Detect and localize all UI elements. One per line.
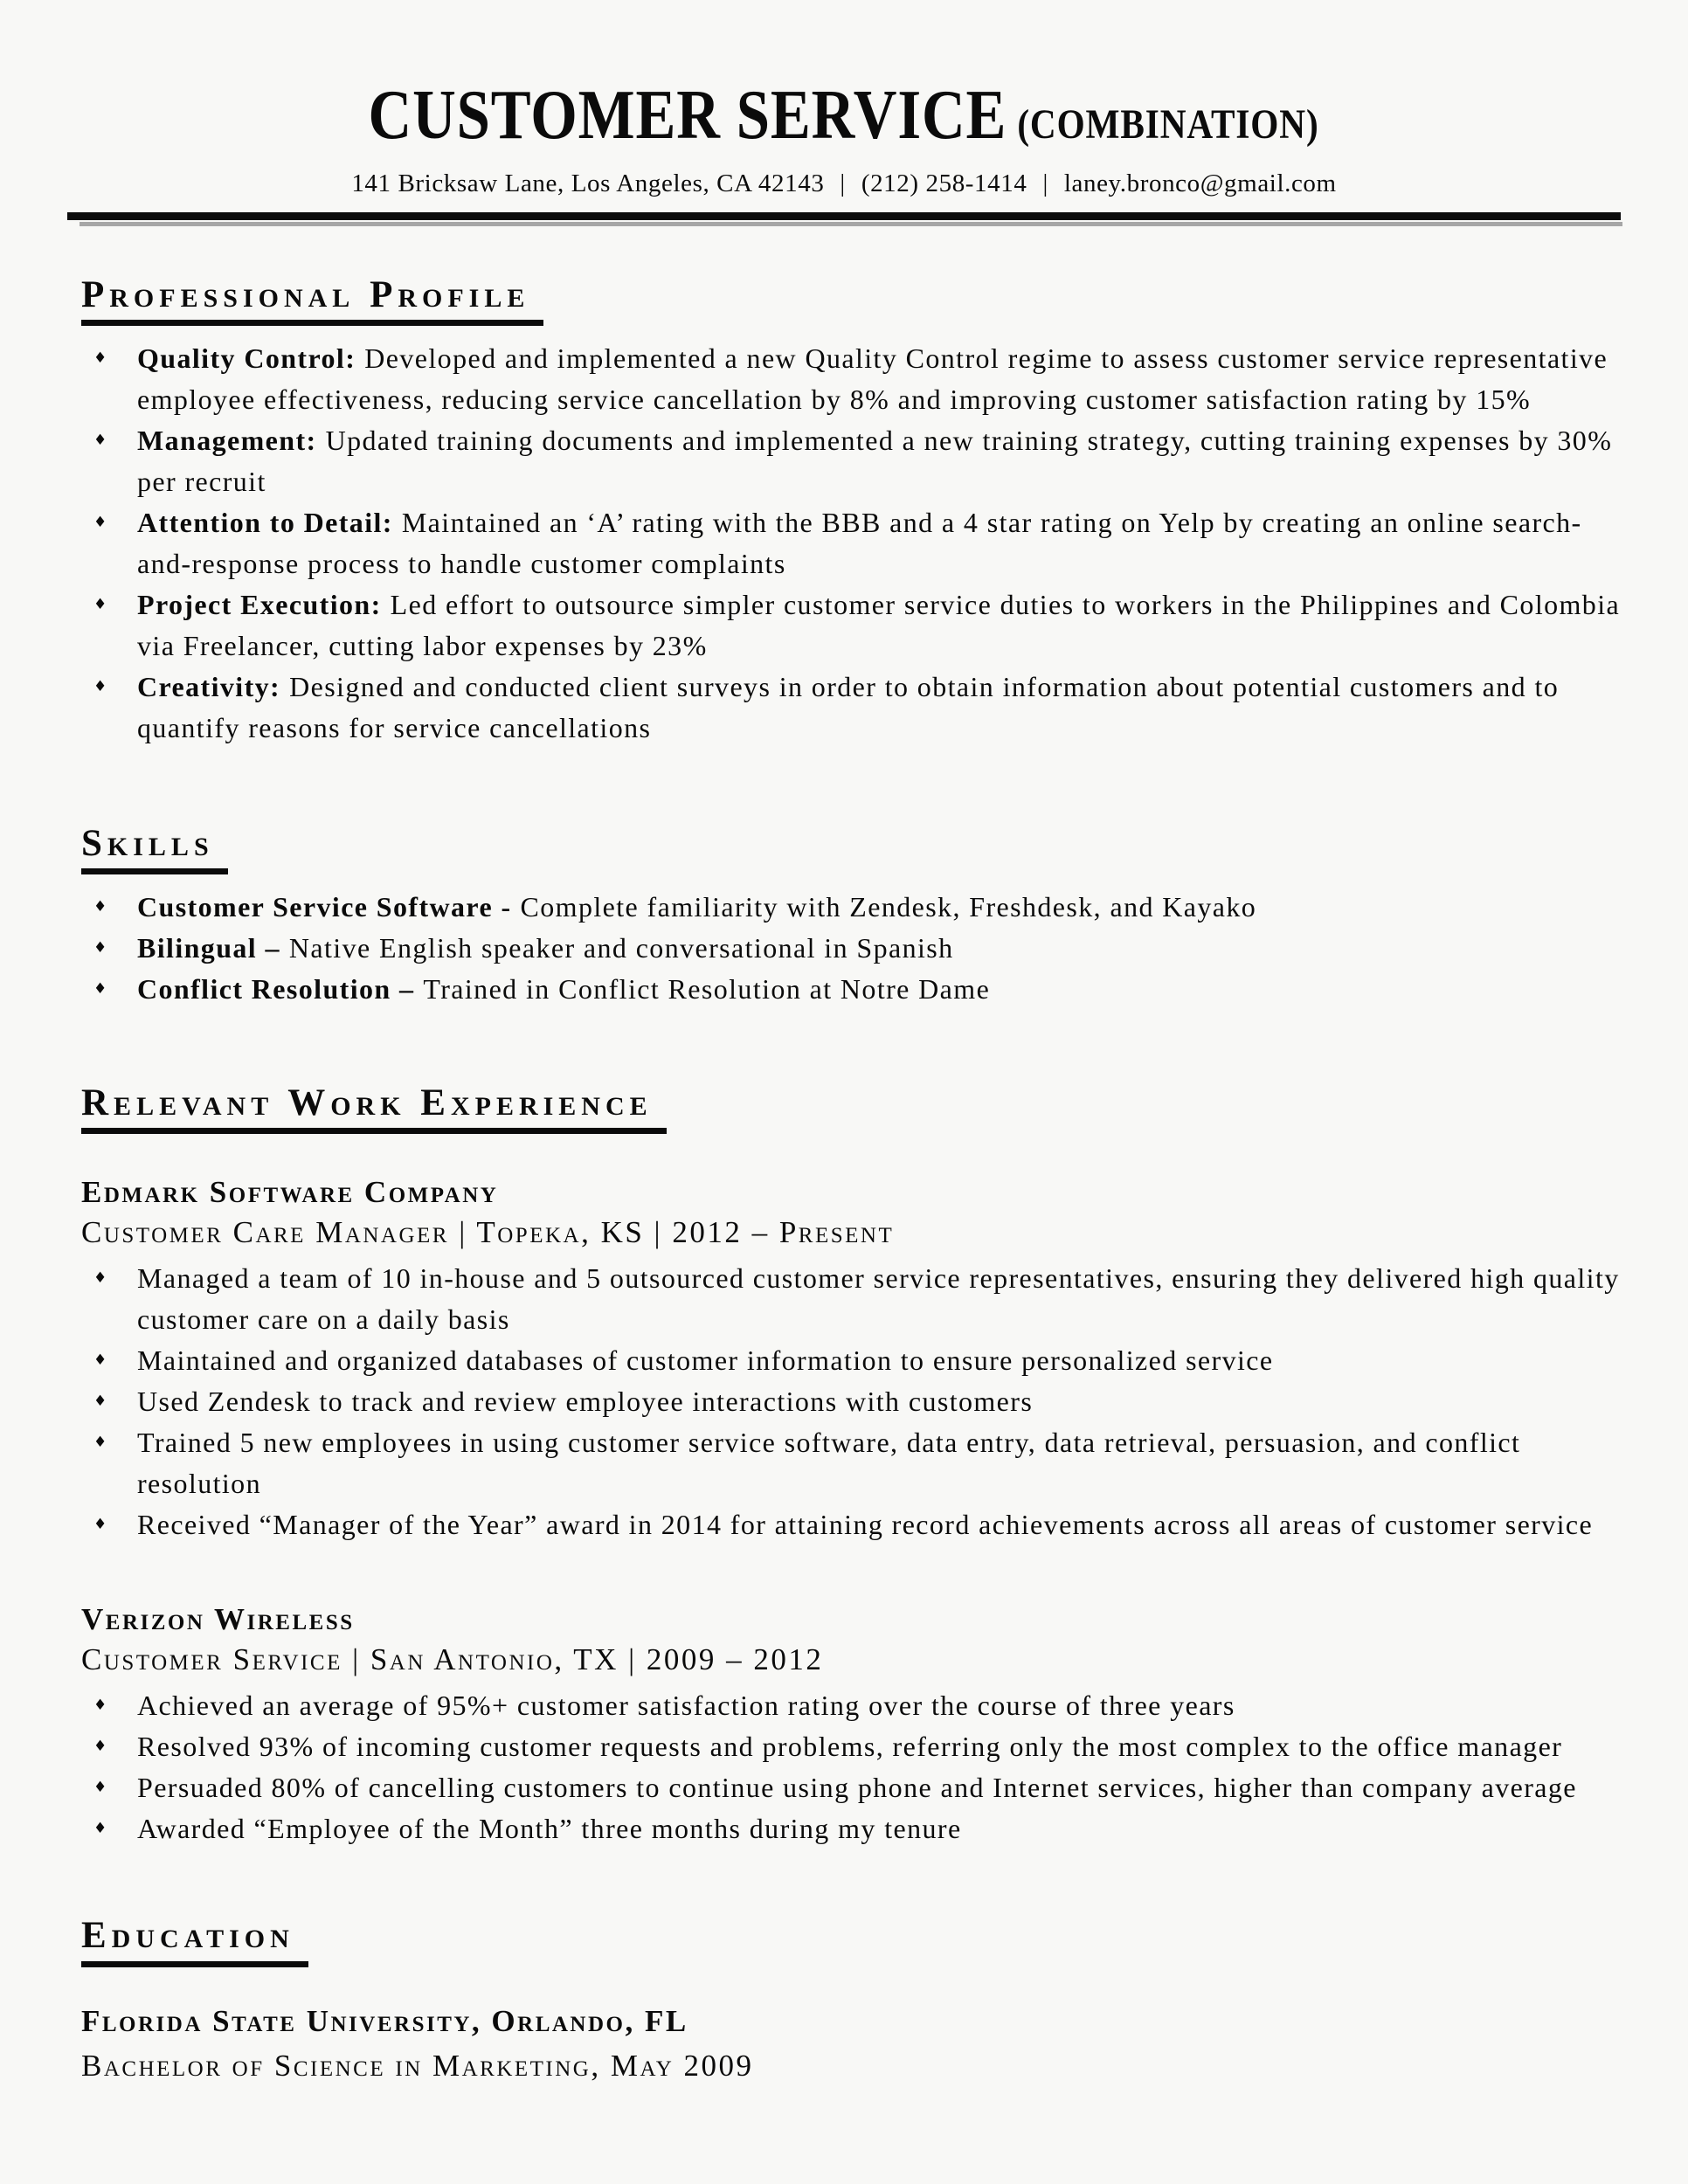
bullet-item bbox=[92, 887, 1622, 928]
bullet-item bbox=[92, 667, 1622, 749]
bullet-text bbox=[137, 584, 1622, 667]
separator-pipe: | bbox=[1042, 169, 1048, 197]
bullet-diamond-icon: ♦ bbox=[93, 1516, 108, 1534]
profile-bullet-list bbox=[92, 338, 1622, 749]
page-title bbox=[66, 77, 1622, 154]
section-heading-education: Education bbox=[81, 1916, 308, 1966]
bullet-text bbox=[137, 928, 1622, 969]
bullet-diamond-icon: ♦ bbox=[93, 980, 108, 999]
bullet-diamond-icon: ♦ bbox=[93, 514, 108, 532]
header-rule-thick bbox=[67, 212, 1621, 220]
bullet-text: Used Zendesk to track and review employee interactions with customers bbox=[137, 1386, 1034, 1418]
company-name: Edmark Software Company bbox=[81, 1175, 499, 1210]
job-entry-edmark bbox=[81, 1174, 1622, 1545]
bullet-item bbox=[92, 1767, 1622, 1808]
bullet-desc: Native English speaker and conversational in Spanish bbox=[288, 932, 954, 964]
bullet-diamond-icon: ♦ bbox=[93, 1351, 108, 1370]
bullet-item bbox=[92, 1422, 1622, 1504]
bullet-item bbox=[92, 584, 1622, 667]
bullet-lead: Conflict Resolution – bbox=[137, 973, 415, 1006]
bullet-text bbox=[137, 420, 1622, 502]
bullet-item bbox=[92, 1381, 1622, 1422]
bullet-diamond-icon: ♦ bbox=[93, 596, 108, 614]
job-meta: Customer Service | San Antonio, TX | 2009 – 2012 bbox=[81, 1642, 824, 1677]
section-work-experience bbox=[81, 1083, 1622, 1849]
bullet-item bbox=[92, 1504, 1622, 1545]
bullet-item bbox=[92, 338, 1622, 420]
bullet-desc: Developed and implemented a new Quality Control regime to assess customer service representative employee effectiveness, reducing service cancellation by 8% and improving customer satisfaction rating by 15% bbox=[137, 342, 1608, 416]
bullet-desc: Designed and conducted client surveys in order to obtain information about potential customers and to quantify reasons for service cancellations bbox=[137, 671, 1560, 744]
bullet-diamond-icon: ♦ bbox=[93, 1738, 108, 1756]
company-name: Verizon Wireless bbox=[81, 1602, 355, 1637]
bullet-diamond-icon: ♦ bbox=[93, 1434, 108, 1452]
bullet-text bbox=[137, 969, 1622, 1010]
section-professional-profile bbox=[81, 275, 1622, 749]
bullet-text: Awarded “Employee of the Month” three months during my tenure bbox=[137, 1813, 962, 1845]
skills-bullet-list bbox=[92, 887, 1622, 1010]
bullet-desc: Trained in Conflict Resolution at Notre Dame bbox=[423, 973, 991, 1006]
bullet-lead: Project Execution: bbox=[137, 589, 382, 621]
bullet-text bbox=[137, 502, 1622, 584]
section-heading-professional-profile: Professional Profile bbox=[81, 275, 543, 326]
bullet-diamond-icon: ♦ bbox=[93, 349, 108, 368]
bullet-text: Managed a team of 10 in-house and 5 outsourced customer service representatives, ensuring they delivered high quality customer care on a daily basis bbox=[137, 1262, 1620, 1336]
bullet-item bbox=[92, 1726, 1622, 1767]
job-bullet-list bbox=[92, 1685, 1622, 1849]
bullet-lead: Bilingual – bbox=[137, 932, 280, 964]
school-name: Florida State University, Orlando, FL bbox=[81, 2003, 688, 2038]
bullet-diamond-icon: ♦ bbox=[93, 1697, 108, 1715]
bullet-text bbox=[137, 667, 1622, 749]
bullet-desc: Updated training documents and implemented a new training strategy, cutting training expenses by 30% per recruit bbox=[137, 425, 1613, 498]
bullet-text: Trained 5 new employees in using customer service software, data entry, data retrieval, persuasion, and conflict resolution bbox=[137, 1427, 1521, 1500]
bullet-text: Maintained and organized databases of customer information to ensure personalized service bbox=[137, 1344, 1274, 1377]
contact-email: laney.bronco@gmail.com bbox=[1063, 169, 1337, 197]
bullet-item bbox=[92, 1340, 1622, 1381]
bullet-lead: Quality Control: bbox=[137, 342, 356, 375]
bullet-item bbox=[92, 502, 1622, 584]
section-heading-work-experience: Relevant Work Experience bbox=[81, 1083, 667, 1134]
resume-header bbox=[66, 77, 1622, 226]
job-meta: Customer Care Manager | Topeka, KS | 2012 – Present bbox=[81, 1215, 895, 1250]
job-entry-verizon bbox=[81, 1601, 1622, 1849]
header-rule-shadow bbox=[80, 222, 1622, 226]
bullet-lead: Creativity: bbox=[137, 671, 281, 703]
bullet-desc: Complete familiarity with Zendesk, Freshdesk, and Kayako bbox=[520, 891, 1257, 923]
bullet-diamond-icon: ♦ bbox=[93, 939, 108, 957]
contact-line bbox=[66, 169, 1622, 198]
section-heading-skills: Skills bbox=[81, 824, 228, 874]
bullet-diamond-icon: ♦ bbox=[93, 678, 108, 696]
job-bullet-list bbox=[92, 1258, 1622, 1545]
bullet-diamond-icon: ♦ bbox=[93, 898, 108, 916]
bullet-item bbox=[92, 928, 1622, 969]
bullet-text: Resolved 93% of incoming customer requests and problems, referring only the most complex to the office manager bbox=[137, 1731, 1563, 1763]
bullet-diamond-icon: ♦ bbox=[93, 432, 108, 450]
resume-title-type: (COMBINATION) bbox=[1017, 101, 1319, 148]
bullet-item bbox=[92, 1258, 1622, 1340]
section-education bbox=[81, 1916, 1622, 2086]
resume-title: CUSTOMER SERVICE bbox=[368, 77, 1007, 154]
bullet-diamond-icon: ♦ bbox=[93, 1779, 108, 1797]
bullet-item bbox=[92, 1808, 1622, 1849]
bullet-item bbox=[92, 969, 1622, 1010]
bullet-item bbox=[92, 420, 1622, 502]
bullet-text bbox=[137, 338, 1622, 420]
degree-line: Bachelor of Science in Marketing, May 2009 bbox=[81, 2048, 754, 2083]
bullet-desc: Maintained an ‘A’ rating with the BBB and a 4 star rating on Yelp by creating an online search-and-response process to handle customer complaints bbox=[137, 507, 1582, 580]
separator-pipe: | bbox=[840, 169, 846, 197]
bullet-lead: Management: bbox=[137, 425, 317, 457]
bullet-text bbox=[137, 887, 1622, 928]
bullet-diamond-icon: ♦ bbox=[93, 1269, 108, 1288]
bullet-diamond-icon: ♦ bbox=[93, 1820, 108, 1838]
bullet-text: Achieved an average of 95%+ customer satisfaction rating over the course of three years bbox=[137, 1690, 1235, 1722]
bullet-lead: Customer Service Software - bbox=[137, 891, 512, 923]
bullet-item bbox=[92, 1685, 1622, 1726]
bullet-lead: Attention to Detail: bbox=[137, 507, 393, 539]
bullet-diamond-icon: ♦ bbox=[93, 1393, 108, 1411]
bullet-desc: Led effort to outsource simpler customer service duties to workers in the Philippines and Colombia via Freelancer, cutting labor expenses by 23% bbox=[137, 589, 1621, 662]
section-skills bbox=[81, 824, 1622, 1010]
contact-address: 141 Bricksaw Lane, Los Angeles, CA 42143 bbox=[351, 169, 825, 197]
bullet-text: Received “Manager of the Year” award in 2014 for attaining record achievements across all areas of customer service bbox=[137, 1509, 1594, 1541]
bullet-text: Persuaded 80% of cancelling customers to continue using phone and Internet services, higher than company average bbox=[137, 1772, 1577, 1804]
contact-phone: (212) 258-1414 bbox=[861, 169, 1027, 197]
